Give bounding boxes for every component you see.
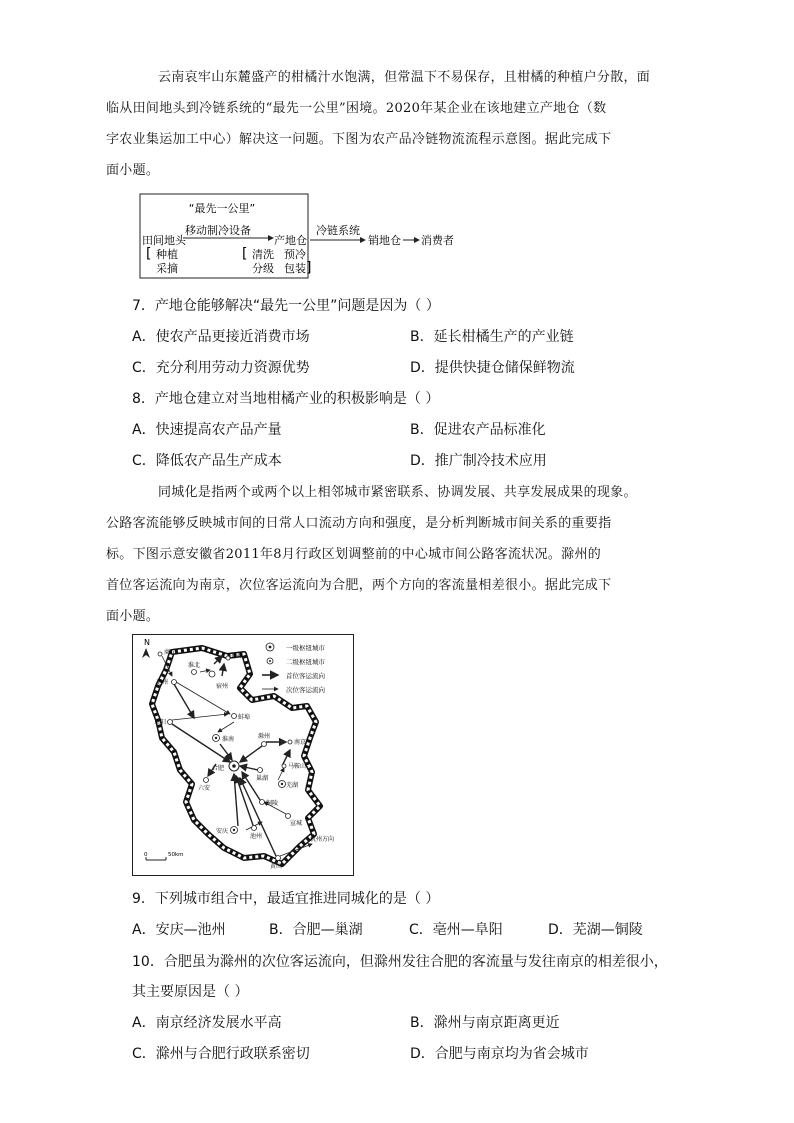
q9-option-b: B．合肥—巢湖 xyxy=(269,922,363,938)
field-label: 田间地头 xyxy=(142,234,186,247)
wuhu-dot xyxy=(281,783,283,785)
label-bengbu: 蚌埠 xyxy=(238,714,251,721)
label-huaibei: 淮北 xyxy=(188,662,201,669)
hefei-dot xyxy=(232,764,236,768)
grade-label: 分级 xyxy=(252,262,274,275)
precool-label: 预冷 xyxy=(284,248,306,261)
label-luan: 六安 xyxy=(198,785,211,792)
q8-option-c: C．降低农产品生产成本 xyxy=(132,453,282,469)
q10-stem-line-2: 其主要原因是（ ） xyxy=(132,984,249,1000)
north-label: N xyxy=(144,638,150,647)
passage-1 xyxy=(106,62,662,186)
consumer-label: 消费者 xyxy=(421,234,454,247)
passage-1-line-1: 云南哀牢山东麓盛产的柑橘汁水饱满，但常温下不易保存，且柑橘的种植户分散，面 xyxy=(158,70,651,85)
q7-stem: 7．产地仓能够解决“最先一公里”问题是因为（ ） xyxy=(132,298,440,314)
q7-option-c: C．充分利用劳动力资源优势 xyxy=(132,360,310,376)
q9-stem: 9．下列城市组合中，最适宜推进同城化的是（ ） xyxy=(132,891,440,907)
passage-2-line-2: 公路客流能够反映城市间的日常人口流动方向和强度，是分析判断城市间关系的重要指 xyxy=(106,516,612,531)
warehouse-label: 产地仓 xyxy=(274,234,307,247)
q10-stem-line-1: 10．合肥虽为滁州的次位客运流向，但滁州发往合肥的客流量与发往南京的相差很小， xyxy=(132,954,668,970)
suzhou-hub-icon xyxy=(209,671,215,677)
passage-1-line-4: 面小题。 xyxy=(106,163,160,178)
legend-secondary-hub-label: 二级枢纽城市 xyxy=(286,658,325,666)
q9-option-a: A．安庆—池州 xyxy=(132,922,226,938)
bracket-right-close: ] xyxy=(306,260,312,276)
label-maanshan: 马鞍山 xyxy=(288,763,307,770)
label-chaohu: 巢湖 xyxy=(256,775,269,782)
q7-option-b: B．延长柑橘生产的产业链 xyxy=(410,329,574,345)
q10-option-d: D．合肥与南京均为省会城市 xyxy=(410,1046,589,1062)
huaibei-icon xyxy=(192,670,197,675)
label-huangshan: 黄山 xyxy=(270,863,283,870)
bozhou-icon xyxy=(172,680,177,685)
cold-chain-label: 冷链系统 xyxy=(316,224,360,237)
label-nanjing: 南京 xyxy=(294,739,307,746)
passage-1-line-2: 临从田间地头到冷链系统的“最先一公里”困境。2020年某企业在该地建立产地仓（数 xyxy=(106,101,607,116)
scale-50km-label: 50km xyxy=(168,852,184,858)
legend-primary-flow-label: 首位客运流向 xyxy=(286,672,325,680)
passage-2-line-4: 首位客运流向为南京，次位客运流向为合肥，两个方向的客流量相差很小。据此完成下 xyxy=(106,578,612,593)
anqing-dot xyxy=(233,829,235,831)
huangshan-icon xyxy=(276,856,281,861)
label-shangqiu: 商丘 xyxy=(164,649,177,656)
legend-primary-hub-dot xyxy=(269,646,272,649)
xuzhou-icon xyxy=(226,656,230,660)
shangqiu-icon xyxy=(158,652,162,656)
passage-2-line-3: 标。下图示意安徽省2011年8月行政区划调整前的中心城市间公路客流状况。滁州的 xyxy=(106,547,602,562)
huainan-dot xyxy=(215,737,217,739)
q7-option-d: D．提供快捷仓储保鲜物流 xyxy=(410,360,575,376)
q10-option-a: A．南京经济发展水平高 xyxy=(132,1015,282,1031)
cold-chain-flow-diagram xyxy=(138,192,458,282)
passage-2 xyxy=(106,477,662,632)
q8-stem: 8．产地仓建立对当地柑橘产业的积极影响是（ ） xyxy=(132,391,440,407)
pack-label: 包装 xyxy=(284,262,306,275)
q7-option-a: A．使农产品更接近消费市场 xyxy=(132,329,310,345)
luan-icon xyxy=(204,778,209,783)
label-tongling: 铜陵 xyxy=(266,800,279,807)
q8-option-d: D．推广制冷技术应用 xyxy=(410,453,547,469)
label-huainan: 淮南 xyxy=(222,736,235,743)
cold-chain-arrowhead xyxy=(360,237,366,243)
label-bozhou: 亳州 xyxy=(156,679,169,686)
q10-option-c: C．滁州与合肥行政联系密切 xyxy=(132,1046,310,1062)
tongling-icon xyxy=(260,800,265,805)
bengbu-icon xyxy=(232,714,237,719)
chizhou-icon xyxy=(252,826,257,831)
maanshan-icon xyxy=(282,764,286,768)
label-chuzhou: 滁州 xyxy=(258,733,271,740)
transport-label: 移动制冷设备 xyxy=(185,224,251,237)
bracket-mid-open: [ xyxy=(242,246,248,262)
legend-secondary-flow-label: 次位客运流向 xyxy=(286,686,325,694)
q8-option-a: A．快速提高农产品产量 xyxy=(132,422,282,438)
scale-zero-label: 0 xyxy=(144,852,148,858)
consumer-arrowhead xyxy=(414,237,420,243)
q9-option-c: C．亳州—阜阳 xyxy=(409,922,503,938)
first-mile-title: “最先一公里” xyxy=(188,202,256,215)
label-hangzhou: 杭州方向 xyxy=(310,836,335,843)
label-xuancheng: 宣城 xyxy=(290,820,303,827)
fuyang-icon xyxy=(168,720,173,725)
label-chizhou: 池州 xyxy=(250,833,263,840)
anhui-passenger-flow-map xyxy=(132,634,354,876)
label-xuzhou: 徐州 xyxy=(231,653,244,660)
q8-option-b: B．促进农产品标准化 xyxy=(410,422,546,438)
q10-option-b: B．滁州与南京距离更近 xyxy=(410,1015,560,1031)
nanjing-icon xyxy=(288,740,292,744)
label-anqing: 安庆 xyxy=(216,828,229,835)
passage-1-line-3: 字农业集运加工中心）解决这一问题。下图为农产品冷链物流流程示意图。据此完成下 xyxy=(106,132,612,147)
chaohu-icon xyxy=(258,768,263,773)
passage-2-line-5: 面小题。 xyxy=(106,609,160,624)
bracket-left-open: [ xyxy=(146,246,152,262)
label-fuyang: 阜阳 xyxy=(154,719,167,726)
legend-secondary-hub-dot xyxy=(269,660,271,662)
wash-label: 清洗 xyxy=(252,248,274,261)
plant-label: 种植 xyxy=(156,248,178,261)
q9-option-d: D．芜湖—铜陵 xyxy=(548,922,643,938)
chuzhou-icon xyxy=(262,742,267,747)
label-hefei: 合肥 xyxy=(212,765,225,772)
pick-label: 采摘 xyxy=(156,262,178,275)
legend-primary-hub-label: 一级枢纽城市 xyxy=(286,644,325,652)
sales-warehouse-label: 销地仓 xyxy=(368,234,401,247)
label-suzhou: 宿州 xyxy=(216,683,229,690)
label-wuhu: 芜湖 xyxy=(286,782,299,789)
xuancheng-icon xyxy=(286,814,291,819)
passage-2-line-1: 同城化是指两个或两个以上相邻城市紧密联系、协调发展、共享发展成果的现象。 xyxy=(158,485,637,500)
